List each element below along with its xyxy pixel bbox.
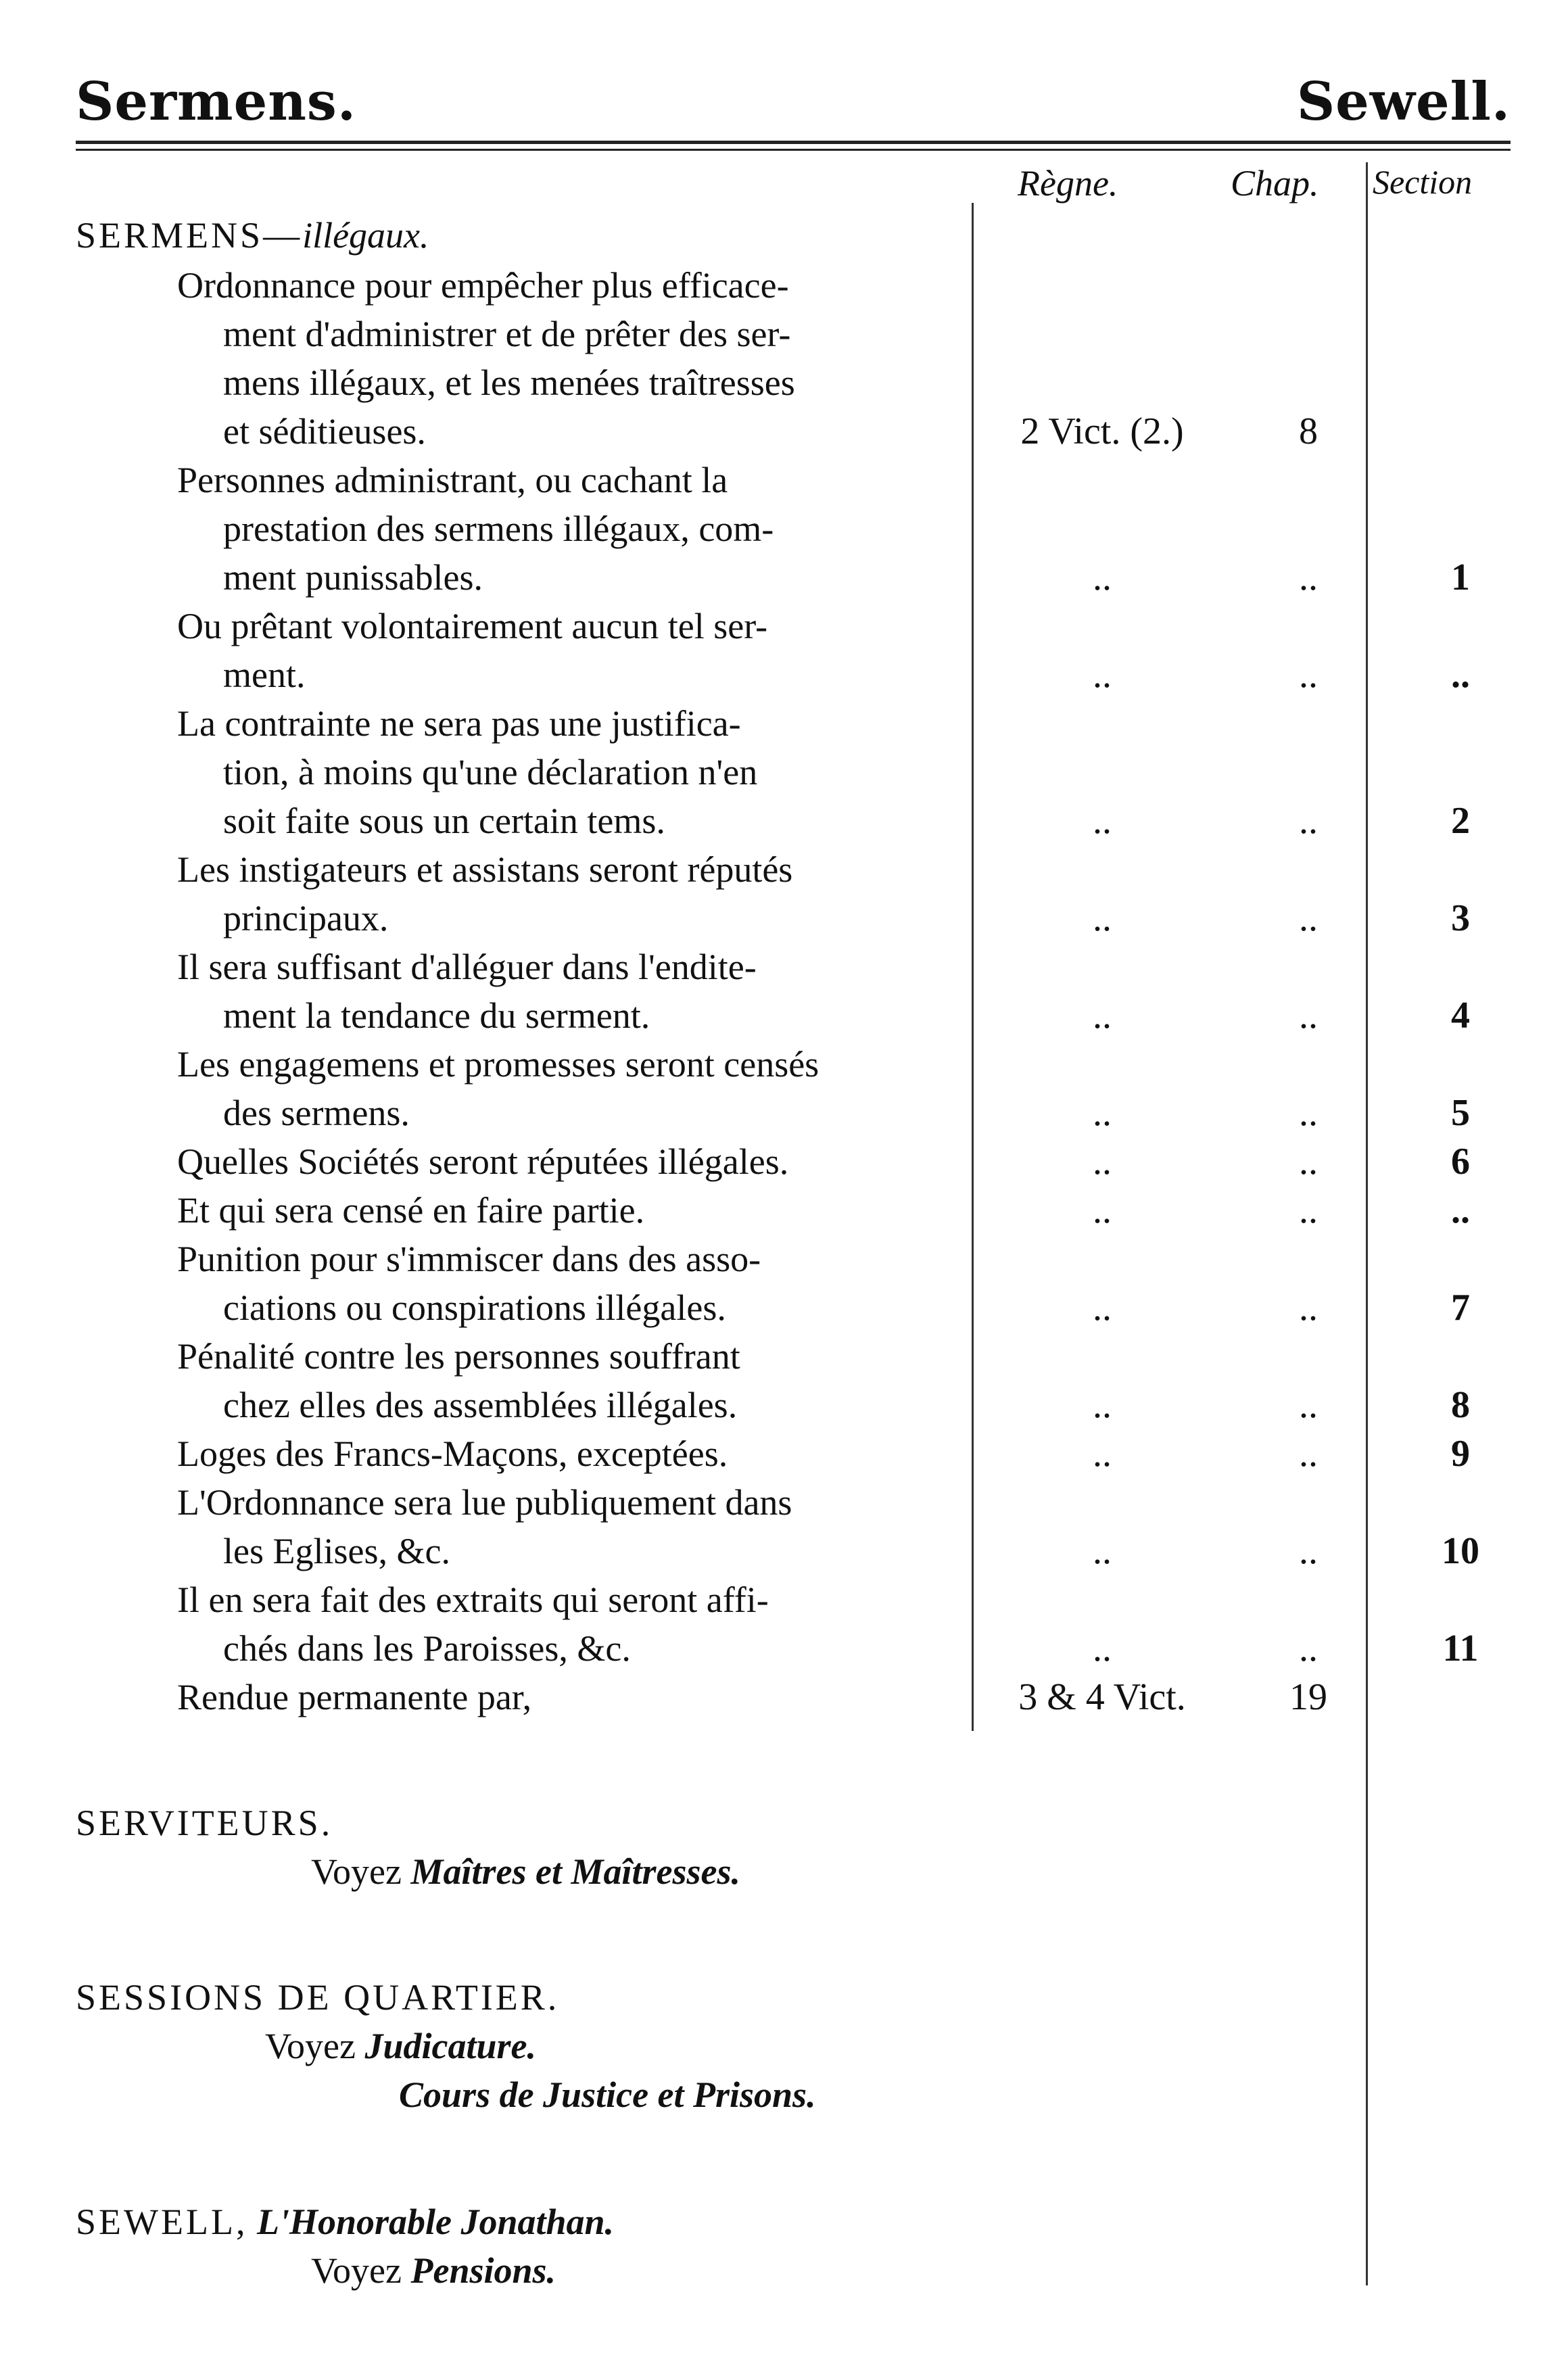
section-cell bbox=[1373, 1673, 1548, 1721]
entry-line: mens illégaux, et les menées traîtresses bbox=[223, 362, 795, 403]
section-cell: 10 bbox=[1442, 1530, 1479, 1572]
section-cell: 9 bbox=[1451, 1433, 1470, 1475]
regne-cell: .. bbox=[1093, 1627, 1112, 1669]
entry-title-sewell: SEWELL, L'Honorable Jonathan. bbox=[76, 2202, 615, 2242]
section-cell: 8 bbox=[1451, 1384, 1470, 1426]
entry-line: Punition pour s'immiscer dans des asso- bbox=[177, 1239, 761, 1279]
regne-cell: 2 Vict. (2.) bbox=[1020, 410, 1184, 452]
header-rule-thin bbox=[76, 149, 1511, 151]
entry-line: Ou prêtant volontairement aucun tel ser- bbox=[177, 606, 768, 646]
entry-line: Les engagemens et promesses seront censés bbox=[177, 1044, 819, 1085]
chap-cell: .. bbox=[1299, 1433, 1318, 1475]
entry-line: Rendue permanente par, bbox=[177, 1677, 532, 1717]
entry-line: Personnes administrant, ou cachant la bbox=[177, 460, 728, 500]
regne-cell: .. bbox=[1093, 1092, 1112, 1134]
entry-line: ment d'administrer et de prêter des ser- bbox=[223, 314, 791, 354]
entry-line: Quelles Sociétés seront réputées illégales. bbox=[177, 1141, 789, 1182]
chap-cell: .. bbox=[1299, 654, 1318, 696]
section-cell: 7 bbox=[1451, 1287, 1470, 1329]
entry-line: La contrainte ne sera pas une justifica- bbox=[177, 703, 741, 744]
entry-line: Les instigateurs et assistans seront réputés bbox=[177, 849, 793, 890]
entry-title-serviteurs: SERVITEURS. bbox=[76, 1803, 333, 1843]
section-cell: 6 bbox=[1451, 1141, 1470, 1183]
regne-cell: .. bbox=[1093, 1384, 1112, 1426]
chap-cell: .. bbox=[1299, 556, 1318, 598]
chap-cell: .. bbox=[1299, 1287, 1318, 1329]
chap-cell: .. bbox=[1299, 800, 1318, 842]
chap-cell: 8 bbox=[1299, 410, 1318, 452]
regne-cell: 3 & 4 Vict. bbox=[1018, 1676, 1186, 1718]
column-header-regne: Règne. bbox=[1018, 163, 1118, 204]
regne-cell: .. bbox=[1093, 1189, 1112, 1231]
chap-cell: .. bbox=[1299, 1189, 1318, 1231]
entry-line: ment. bbox=[223, 655, 306, 695]
chap-cell: .. bbox=[1299, 995, 1318, 1037]
regne-cell: .. bbox=[1093, 556, 1112, 598]
column-header-chap: Chap. bbox=[1231, 163, 1319, 204]
section-cell: .. bbox=[1451, 1189, 1470, 1231]
entry-line: Il en sera fait des extraits qui seront affi- bbox=[177, 1579, 769, 1620]
regne-cell: .. bbox=[1093, 1530, 1112, 1572]
entry-line: ciations ou conspirations illégales. bbox=[223, 1287, 726, 1328]
section-cell: 11 bbox=[1442, 1627, 1479, 1669]
entry-line: tion, à moins qu'une déclaration n'en bbox=[223, 752, 758, 792]
entry-line: Loges des Francs-Maçons, exceptées. bbox=[177, 1433, 728, 1474]
entry-line: Il sera suffisant d'alléguer dans l'endite- bbox=[177, 947, 757, 987]
section-cell: 2 bbox=[1451, 800, 1470, 842]
regne-cell: .. bbox=[1093, 800, 1112, 842]
chap-cell: .. bbox=[1299, 1141, 1318, 1183]
section-cell: .. bbox=[1451, 654, 1470, 696]
entry-line: Et qui sera censé en faire partie. bbox=[177, 1190, 645, 1231]
entry-line: Ordonnance pour empêcher plus efficace- bbox=[177, 265, 789, 306]
entry-line: L'Ordonnance sera lue publiquement dans bbox=[177, 1482, 792, 1523]
entry-line: chés dans les Paroisses, &c. bbox=[223, 1628, 631, 1669]
section-cell: 1 bbox=[1451, 556, 1470, 598]
cross-reference: Voyez Judicature. bbox=[265, 2026, 537, 2066]
chap-cell: .. bbox=[1299, 897, 1318, 939]
chap-cell: .. bbox=[1299, 1092, 1318, 1134]
column-divider-section bbox=[1366, 162, 1368, 2285]
cross-reference: Voyez Pensions. bbox=[311, 2250, 556, 2291]
running-header-left: Sermens. bbox=[76, 71, 356, 133]
header-rule bbox=[76, 141, 1511, 144]
section-cell: 5 bbox=[1451, 1092, 1470, 1134]
section-cell bbox=[1373, 407, 1548, 456]
regne-cell: .. bbox=[1093, 654, 1112, 696]
entry-line: prestation des sermens illégaux, com- bbox=[223, 508, 774, 549]
chap-cell: .. bbox=[1299, 1384, 1318, 1426]
entry-line: chez elles des assemblées illégales. bbox=[223, 1385, 738, 1425]
entry-line: soit faite sous un certain tems. bbox=[223, 801, 665, 841]
column-header-section: Section bbox=[1373, 163, 1473, 201]
chap-cell: .. bbox=[1299, 1627, 1318, 1669]
running-header-right: Sewell. bbox=[1296, 71, 1511, 133]
regne-cell: .. bbox=[1093, 1287, 1112, 1329]
entry-line: Pénalité contre les personnes souffrant bbox=[177, 1336, 740, 1377]
entry-line: les Eglises, &c. bbox=[223, 1531, 450, 1571]
entry-line: et séditieuses. bbox=[223, 411, 426, 452]
section-cell: 3 bbox=[1451, 897, 1470, 939]
entry-line: principaux. bbox=[223, 898, 389, 938]
regne-cell: .. bbox=[1093, 897, 1112, 939]
entry-line: ment la tendance du serment. bbox=[223, 995, 650, 1036]
entry-line: ment punissables. bbox=[223, 557, 483, 598]
section-cell: 4 bbox=[1451, 995, 1470, 1037]
chap-cell: 19 bbox=[1289, 1676, 1327, 1718]
entry-line: des sermens. bbox=[223, 1093, 410, 1133]
cross-reference: Voyez Maîtres et Maîtresses. bbox=[311, 1851, 740, 1892]
entry-title-sessions: SESSIONS DE QUARTIER. bbox=[76, 1977, 560, 2018]
regne-cell: .. bbox=[1093, 1433, 1112, 1475]
chap-cell: .. bbox=[1299, 1530, 1318, 1572]
regne-cell: .. bbox=[1093, 1141, 1112, 1183]
cross-reference: Cours de Justice et Prisons. bbox=[399, 2074, 816, 2115]
regne-cell: .. bbox=[1093, 995, 1112, 1037]
entry-title-sermens: SERMENS—illégaux. bbox=[76, 215, 429, 256]
